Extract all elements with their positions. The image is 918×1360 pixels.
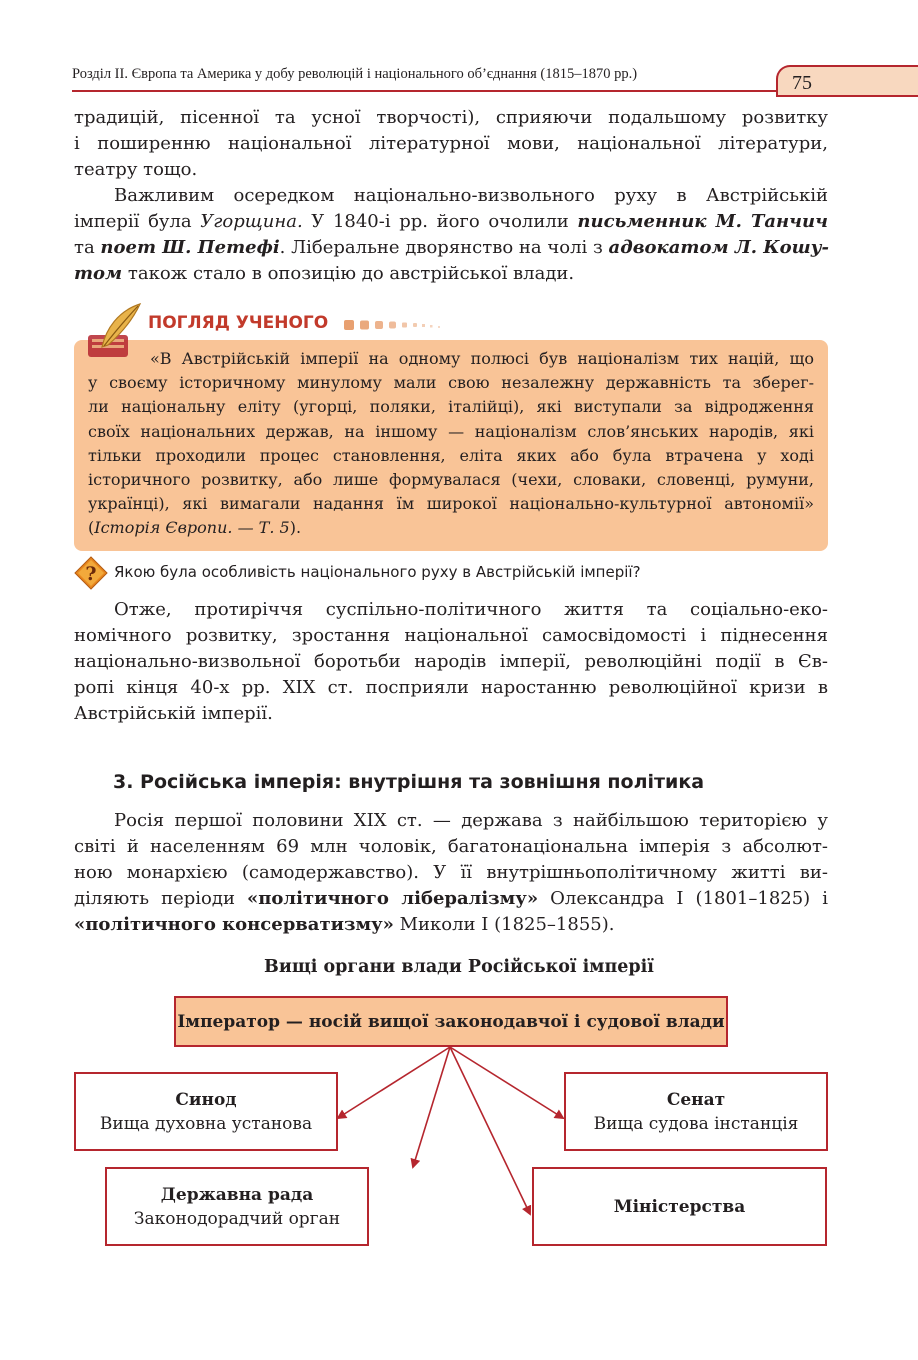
text-line [74,886,828,912]
arrow-to-council [413,1047,450,1167]
diagram-title: Вищі органи влади Російської імперії [264,957,654,977]
text-line: Росія першої половини XIX ст. — держава з найбільшою територією у [114,810,828,831]
quote-line: ли національну еліту (угорці, поляки, італійці), які виступали за відродження [88,397,814,417]
ornament-icon [342,318,454,332]
senate-box [564,1072,828,1151]
text-run: Миколи І (1825–1855). [393,914,615,935]
question-diamond-icon [74,556,108,590]
review-question: Якою була особливість національного руху в Австрійській імперії? [114,563,641,581]
synod-description: Вища духовна установа [99,1113,313,1134]
text-line: Отже, протиріччя суспільно-політичного життя та соціально-еко- [114,599,828,620]
quote-line: тільки проходили процес становлення, еліта яких або була втрачена у ході [88,445,814,465]
svg-text:?: ? [85,563,97,585]
paragraph-4 [74,808,828,938]
text-line [74,235,828,261]
scholar-quote [88,347,814,541]
text-run: Олександра І (1801–1825) і [538,888,828,909]
text-run: імперії була [74,211,201,232]
paragraph-3 [74,597,828,727]
text-italic: Угорщина. [200,211,303,232]
text-line: театру тощо. [74,159,198,180]
quote-line: «В Австрійській імперії на одному полюсі був націоналізм тих націй, що [150,349,814,368]
text-line: світі й населенням 69 млн чоловік, багатонаціональна імперія з абсолют- [74,836,828,857]
text-run: ( [88,518,95,538]
state-council-description: Законодорадчий орган [133,1208,341,1229]
quote-source: Історія Європи. — Т. 5 [94,518,290,538]
senate-description: Вища судова інстанція [593,1113,799,1134]
scholar-title: ПОГЛЯД УЧЕНОГО [148,313,329,333]
text-bold: «політичного лібералізму» [246,888,539,909]
page-number: 75 [792,72,812,94]
text-line [74,912,828,938]
quote-line: історичного розвитку, або лише формувалася (чехи, словаки, словенці, румуни, [88,469,814,489]
page-number-tab [776,65,918,97]
text-line: традицій, пісенної та усної творчості), сприяючи подальшому розвитку [74,107,828,128]
text-line: Важливим осередком національно-визвольного руху в Австрійській [114,185,828,206]
synod-box [74,1072,338,1151]
text-bold-italic: адвокатом Л. Кошу- [608,237,829,258]
ministries-box [532,1167,827,1246]
emperor-box [174,996,728,1047]
quote-source-line [88,516,814,540]
text-bold-italic: письменник М. Танчич [577,211,829,232]
text-run: та [74,237,101,258]
synod-name: Синод [175,1089,237,1110]
state-council-name: Державна рада [160,1184,314,1205]
text-run: У 1840-і рр. його очолили [302,211,578,232]
quote-line: українці), які вимагали надання їм широкої національно-культурної автономії» [88,494,814,514]
paragraph-2 [74,183,828,287]
senate-name: Сенат [666,1089,726,1110]
text-bold: «політичного консерватизму» [74,914,394,935]
arrow-to-senate [450,1047,563,1118]
text-line [74,261,828,287]
paragraph-1 [74,105,828,183]
quote-line: у своєму історичному минулому мали свою незалежну державність та зберег- [88,373,814,393]
quote-line: своїх національних держав, на іншому — націоналізм слов’янських народів, які [88,421,814,441]
header-divider [72,90,776,92]
text-line: Австрійській імперії. [74,703,273,724]
text-run: . Ліберальне дворянство на чолі з [279,237,609,258]
text-bold-italic: поет Ш. Петефі [100,237,280,258]
text-line: національно-визвольної боротьби народів імперії, революційні події в Єв- [74,651,828,672]
section-heading: 3. Російська імперія: внутрішня та зовнішня політика [113,771,705,793]
arrow-to-ministries [450,1047,530,1214]
text-line: ною монархією (самодержавство). У її внутрішньополітичному житті ви- [74,862,828,883]
text-run: ). [289,518,302,538]
text-run: діляють періоди [74,888,247,909]
text-bold-italic: том [74,263,123,284]
arrow-to-synod [338,1047,450,1118]
emperor-label: Імператор — носій вищої законодавчої і судової влади [177,1011,725,1032]
text-run: також стало в опозицію до австрійської влади. [122,263,575,284]
text-line: і поширенню національної літературної мови, національної літератури, [74,133,828,154]
running-header: Розділ ІІ. Європа та Америка у добу революцій і національного об’єднання (1815–1870 рр.) [72,66,638,82]
state-council-box [105,1167,369,1246]
text-line [74,209,828,235]
text-line: ропі кінця 40-х рр. XIX ст. посприяли наростанню революційної кризи в [74,677,828,698]
ministries-name: Міністерства [613,1196,746,1217]
text-line: номічного розвитку, зростання національної самосвідомості і піднесення [74,625,828,646]
